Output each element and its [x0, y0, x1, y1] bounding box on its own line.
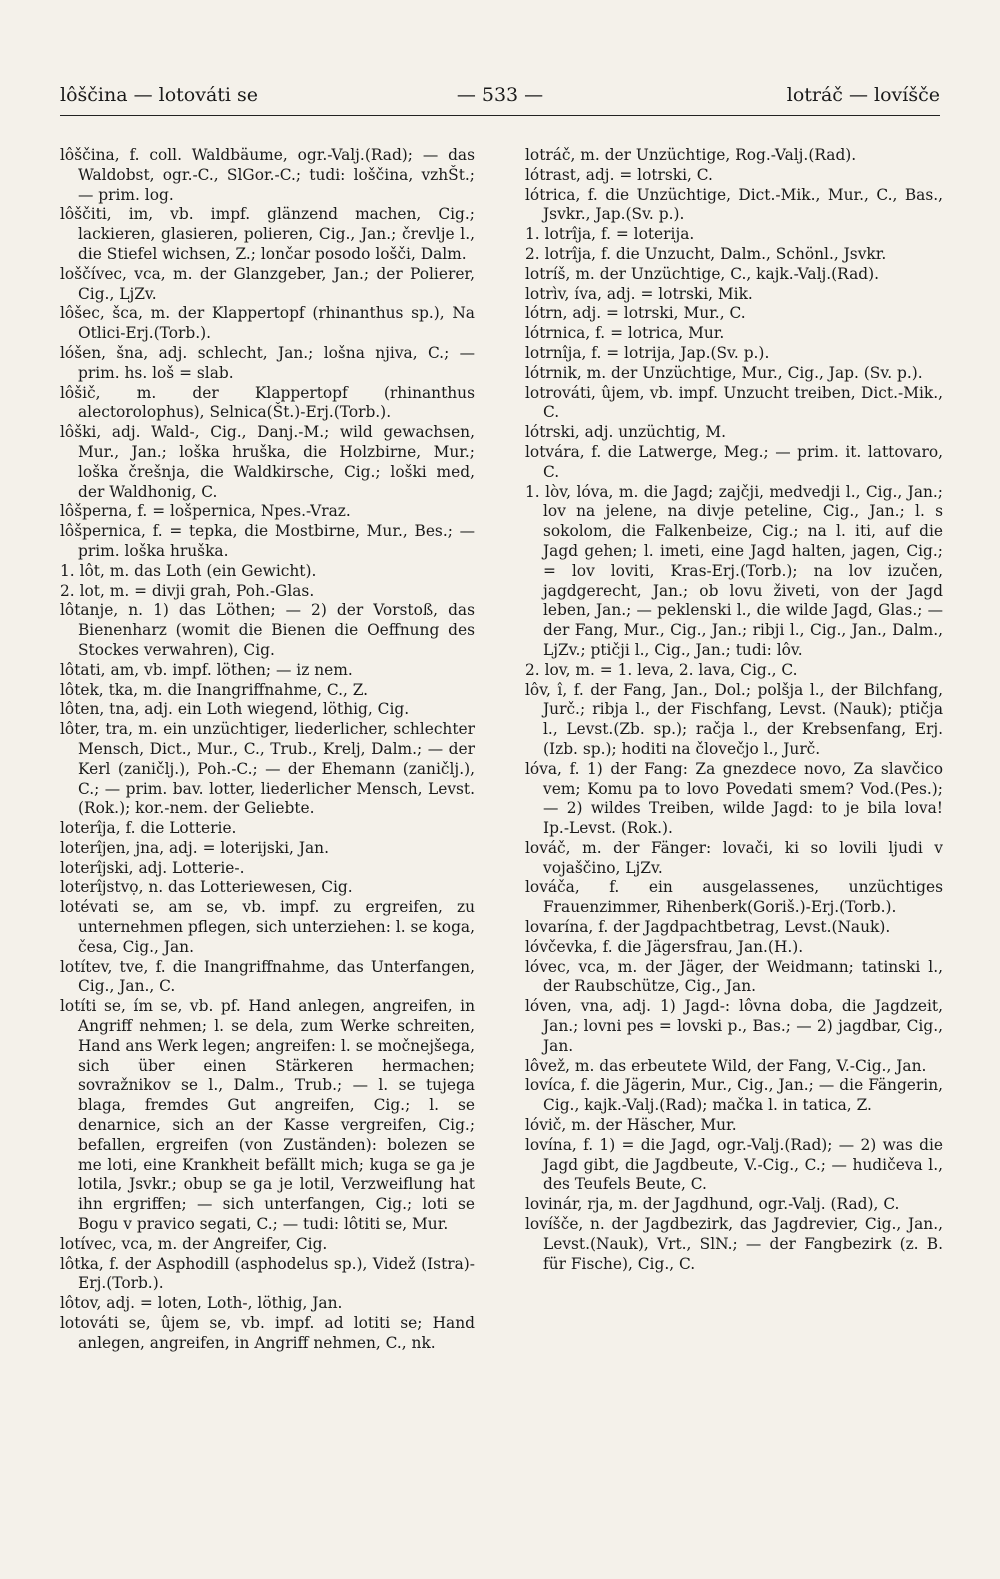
dictionary-entry: lôter, tra, m. ein unzüchtiger, liederlicher, schlechter Mensch, Dict., Mur., C., Trub., Krelj, Dalm.; — der Kerl (zaničlj.), Poh.-C.; — der Ehemann (zaničlj.), C.; — prim. bav. lotter, liederlicher Mensch, Levst.(Rok.); kor.-nem. der Geliebte. [60, 720, 475, 818]
dictionary-entry: lôtanje, n. 1) das Löthen; — 2) der Vorstoß, das Bienenharz (womit die Bienen die Oeffnung des Stockes verwahren), Cig. [60, 601, 475, 659]
dictionary-entry: lótrica, f. die Unzüchtige, Dict.-Mik., Mur., C., Bas., Jsvkr., Jap.(Sv. p.). [525, 185, 943, 224]
right-column [525, 146, 943, 1274]
dictionary-entry: lóvčevka, f. die Jägersfrau, Jan.(H.). [525, 937, 804, 956]
dictionary-entry: 2. lot, m. = divji grah, Poh.-Glas. [60, 581, 315, 600]
dictionary-entry: lóšen, šna, adj. schlecht, Jan.; lošna njiva, C.; — prim. hs. loš = slab. [60, 343, 475, 382]
dictionary-entry: lôšič, m. der Klappertopf (rhinanthus alectorolophus), Selnica(Št.)-Erj.(Torb.). [60, 383, 475, 422]
dictionary-entry: lotrnîja, f. = lotrija, Jap.(Sv. p.). [525, 343, 770, 362]
dictionary-entry: lotévati se, am se, vb. impf. zu ergreifen, zu unternehmen pflegen, sich unterziehen: l. se koga, česa, Cig., Jan. [60, 898, 475, 956]
dictionary-entry: lóvič, m. der Häscher, Mur. [525, 1116, 737, 1135]
dictionary-entry: lôvež, m. das erbeutete Wild, der Fang, V.-Cig., Jan. [525, 1056, 927, 1075]
dictionary-entry: lótrnica, f. = lotrica, Mur. [525, 324, 725, 343]
dictionary-entry: lôšec, šca, m. der Klappertopf (rhinanthus sp.), Na Otlici-Erj.(Torb.). [60, 304, 475, 343]
header-rule [60, 115, 940, 116]
dictionary-entry: lotováti se, ûjem se, vb. impf. ad lotiti se; Hand anlegen, angreifen, in Angriff nehmen, C., nk. [60, 1314, 475, 1352]
left-column [60, 146, 475, 1354]
dictionary-entry: lotrìv, íva, adj. = lotrski, Mik. [525, 284, 753, 303]
dictionary-entry: lotívec, vca, m. der Angreifer, Cig. [60, 1234, 328, 1253]
dictionary-entry: lôščiti, im, vb. impf. glänzend machen, Cig.; lackieren, glasieren, polieren, Cig., Jan.; črevlje l., die Stiefel wichsen, Z.; lončar posodo lošči, Dalm. [60, 205, 475, 263]
dictionary-entry: lováč, m. der Fänger: lovači, ki so lovili ljudi v vojaščino, LjZv. [525, 838, 943, 877]
dictionary-entry: lotríš, m. der Unzüchtige, C., kajk.-Valj.(Rad). [525, 264, 880, 283]
dictionary-entry: lovarína, f. der Jagdpachtbetrag, Levst.(Nauk). [525, 918, 891, 937]
dictionary-entry: lotrováti, ûjem, vb. impf. Unzucht treiben, Dict.-Mik., C. [525, 383, 943, 422]
dictionary-entry: lôtek, tka, m. die Inangriffnahme, C., Z. [60, 680, 369, 699]
dictionary-entry: lótrski, adj. unzüchtig, M. [525, 423, 727, 442]
dictionary-entry: lóva, f. 1) der Fang: Za gnezdece novo, Za slavčico vem; Komu pa to lovo Povedati smem? Vod.(Pes.); — 2) wildes Treiben, wilde Jagd: to je bila lova! Ip.-Levst. (Rok.). [525, 759, 943, 838]
dictionary-entry: lôtka, f. der Asphodill (asphodelus sp.), Videž (Istra)-Erj.(Torb.). [60, 1254, 475, 1293]
dictionary-entry: lotráč, m. der Unzüchtige, Rog.-Valj.(Rad). [525, 146, 857, 164]
dictionary-entry: loščívec, vca, m. der Glanzgeber, Jan.; der Polierer, Cig., LjZv. [60, 264, 475, 303]
dictionary-entry: lóvec, vca, m. der Jäger, der Weidmann; tatinski l., der Raubschütze, Cig., Jan. [525, 957, 943, 996]
header-left-guideword: lôščina — lotováti se [60, 84, 259, 106]
dictionary-entry: lôtati, am, vb. impf. löthen; — iz nem. [60, 660, 353, 679]
dictionary-entry: loterîjen, jna, adj. = loterijski, Jan. [60, 838, 329, 857]
dictionary-entry: lotíti se, ím se, vb. pf. Hand anlegen, angreifen, in Angriff nehmen; l. se dela, zum Werke schreiten, Hand ans Werk legen; angreifen: l. se močnejšega, sich über einen Stärkeren hermachen; sovražnikov se l., Dalm., Trub.; — l. se tujega blaga, fremdes Gut angreifen, Cig.; l. se denarnice, sich an der Kasse vergreifen, Cig.; befallen, ergreifen (von Zuständen): bolezen se me loti, eine Krankheit befällt mich; kuga se ga je lotila, Jsvkr.; obup se ga je lotil, Verzweiflung hat ihn ergriffen; — sich unterfangen, Cig.; loti se Bogu v pravico segati, C.; — tudi: lôtiti se, Mur. [60, 997, 475, 1234]
dictionary-entry: loterîja, f. die Lotterie. [60, 819, 237, 838]
dictionary-entry: lôški, adj. Wald-, Cig., Danj.-M.; wild gewachsen, Mur., Jan.; loška hruška, die Holzbirne, Mur.; loška črešnja, die Waldkirsche, Cig.; loški med, der Waldhonig, C. [60, 423, 475, 501]
dictionary-entry: lôščina, f. coll. Waldbäume, ogr.-Valj.(Rad); — das Waldobst, ogr.-C., SlGor.-C.; tudi: loščina, vzhŠt.; — prim. log. [60, 146, 475, 204]
dictionary-entry: lotítev, tve, f. die Inangriffnahme, das Unterfangen, Cig., Jan., C. [60, 957, 475, 996]
dictionary-entry: lôv, î, f. der Fang, Jan., Dol.; polšja l., der Bilchfang, Jurč.; ribja l., der Fischfang, Levst. (Nauk); ptičja l., Levst.(Zb. sp.); račja l., der Krebsenfang, Erj.(Izb. sp.); hoditi na človečjo l., Jurč. [525, 680, 943, 758]
dictionary-entry: 1. lotrîja, f. = loterija. [525, 225, 695, 244]
dictionary-entry: 2. lotrîja, f. die Unzucht, Dalm., Schönl., Jsvkr. [525, 244, 887, 263]
dictionary-entry: lovíšče, n. der Jagdbezirk, das Jagdrevier, Cig., Jan., Levst.(Nauk), Vrt., SlN.; — der Fangbezirk (z. B. für Fische), Cig., C. [525, 1215, 943, 1273]
header-right-guideword: lotráč — lovíšče [786, 84, 940, 106]
dictionary-entry: lôšperna, f. = lošpernica, Npes.-Vraz. [60, 502, 351, 521]
dictionary-entry: lótrn, adj. = lotrski, Mur., C. [525, 304, 746, 323]
dictionary-entry: lótrast, adj. = lotrski, C. [525, 165, 713, 184]
dictionary-entry: lôšpernica, f. = tepka, die Mostbirne, Mur., Bes.; — prim. loška hruška. [60, 522, 475, 560]
dictionary-entry: lovíca, f. die Jägerin, Mur., Cig., Jan.; — die Fängerin, Cig., kajk.-Valj.(Rad); mačka l. in tatica, Z. [525, 1076, 943, 1115]
dictionary-entry: 2. lov, m. = 1. leva, 2. lava, Cig., C. [525, 660, 798, 679]
dictionary-entry: lóven, vna, adj. 1) Jagd-: lôvna doba, die Jagdzeit, Jan.; lovni pes = lovski p., Bas.; — 2) jagdbar, Cig., Jan. [525, 997, 943, 1055]
dictionary-entry: 1. lòv, lóva, m. die Jagd; zajčji, medvedji l., Cig., Jan.; lov na jelene, na divje peteline, Cig., Jan.; l. s sokolom, die Falkenbeize, Cig.; na l. iti, auf die Jagd gehen; l. imeti, eine Jagd halten, jagen, Cig.; = lov loviti, Kras-Erj.(Torb.); na lov izučen, jagdgerecht, Jan.; ob lovu živeti, von der Jagd leben, Jan.; — peklenski l., die wilde Jagd, Glas.; — der Fang, Mur., Cig., Jan.; ribji l., Cig., Jan., Dalm., LjZv.; ptičji l., Cig., Jan.; tudi: lôv. [525, 482, 943, 659]
dictionary-entry: lotvára, f. die Latwerge, Meg.; — prim. it. lattovaro, C. [525, 442, 943, 481]
dictionary-entry: lováča, f. ein ausgelassenes, unzüchtiges Frauenzimmer, Rihenberk(Goriš.)-Erj.(Torb.). [525, 878, 943, 917]
page-number: — 533 — [456, 84, 544, 106]
dictionary-entry: loterîjstvọ, n. das Lotteriewesen, Cig. [60, 878, 353, 897]
dictionary-entry: 1. lôt, m. das Loth (ein Gewicht). [60, 561, 317, 580]
dictionary-entry: lótrnik, m. der Unzüchtige, Mur., Cig., Jap. (Sv. p.). [525, 363, 923, 382]
dictionary-entry: lôten, tna, adj. ein Loth wiegend, löthig, Cig. [60, 700, 410, 719]
dictionary-entry: lovína, f. 1) = die Jagd, ogr.-Valj.(Rad); — 2) was die Jagd gibt, die Jagdbeute, V.-Cig., C.; — hudičeva l., des Teufels Beute, C. [525, 1135, 943, 1194]
page-header [60, 84, 940, 112]
dictionary-entry: lovinár, rja, m. der Jagdhund, ogr.-Valj. (Rad), C. [525, 1195, 900, 1214]
dictionary-entry: loterîjski, adj. Lotterie-. [60, 858, 245, 877]
dictionary-entry: lôtov, adj. = loten, Loth-, löthig, Jan. [60, 1294, 343, 1313]
